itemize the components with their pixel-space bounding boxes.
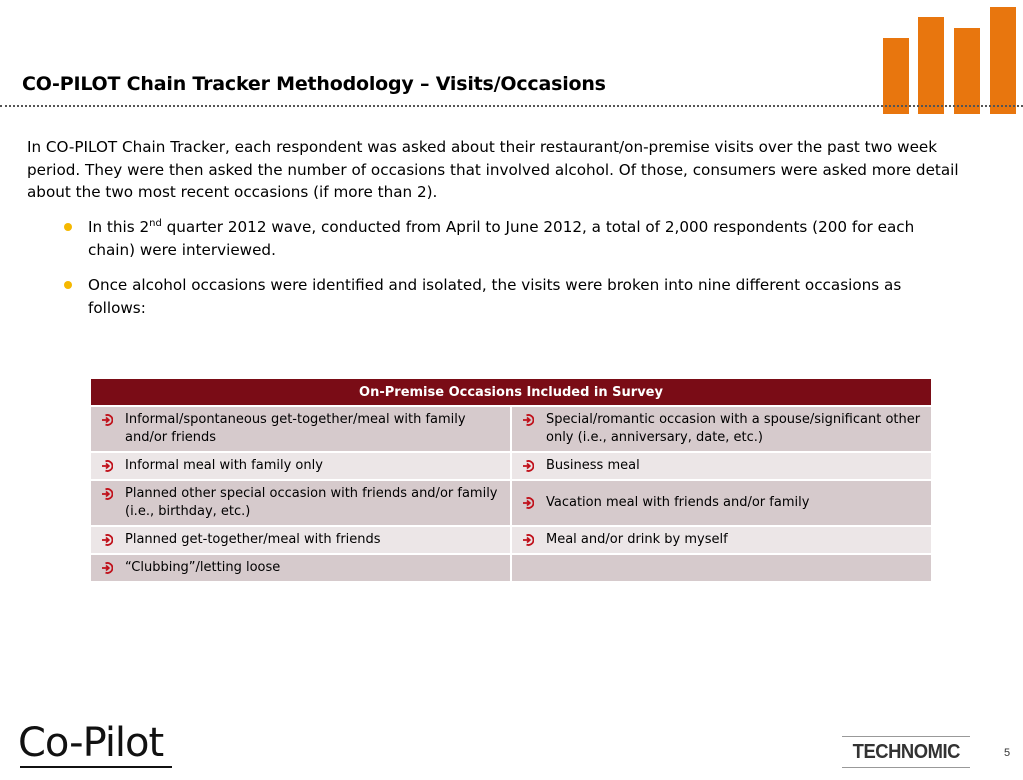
copilot-logo — [18, 716, 178, 772]
occasion-label: Informal/spontaneous get-together/meal with family and/or friends — [125, 412, 466, 445]
occasion-label: Planned other special occasion with friends and/or family (i.e., birthday, etc.) — [125, 486, 498, 519]
copilot-logo-text: Co-Pilot — [18, 720, 164, 766]
table-header: On-Premise Occasions Included in Survey — [91, 379, 931, 406]
table-cell — [511, 526, 931, 554]
table-cell — [91, 480, 511, 526]
occasion-label: Vacation meal with friends and/or family — [546, 495, 810, 510]
bullet-list — [60, 216, 940, 332]
logo-underline — [20, 766, 172, 768]
circled-right-arrow-icon — [101, 414, 113, 426]
circled-right-arrow-icon — [522, 414, 534, 426]
logo-bar — [954, 28, 980, 114]
occasion-label: Meal and/or drink by myself — [546, 532, 728, 547]
technomic-logo — [842, 736, 970, 768]
circled-right-arrow-icon — [522, 460, 534, 472]
table-row — [91, 452, 931, 480]
circled-right-arrow-icon — [101, 460, 113, 472]
table-cell — [91, 526, 511, 554]
table-row — [91, 406, 931, 452]
bullet-text: Once alcohol occasions were identified and isolated, the visits were broken into nine different occasions as follows: — [88, 276, 902, 317]
intro-paragraph: In CO-PILOT Chain Tracker, each respondent was asked about their restaurant/on-premise visits over the past two week period. They were then asked the number of occasions that involved alcohol. Of those, consumers were asked more detail about the two most recent occasions (if more than 2). — [27, 138, 959, 201]
circled-right-arrow-icon — [101, 562, 113, 574]
page-number: 5 — [1004, 747, 1011, 759]
table-cell — [91, 452, 511, 480]
title-divider — [0, 105, 1023, 107]
occasion-label: Planned get-together/meal with friends — [125, 532, 381, 547]
table-cell — [511, 406, 931, 452]
occasion-label: Special/romantic occasion with a spouse/significant other only (i.e., anniversary, date, etc.) — [546, 412, 921, 445]
bar-chart-logo-icon — [880, 0, 1020, 116]
bullet-text-post: quarter 2012 wave, conducted from April to June 2012, a total of 2,000 respondents (200 for each chain) were interviewed. — [88, 218, 915, 259]
table-cell — [511, 452, 931, 480]
logo-bar — [883, 38, 909, 114]
circled-right-arrow-icon — [101, 488, 113, 500]
bullet-item-occasions — [60, 274, 940, 319]
circled-right-arrow-icon — [522, 497, 534, 509]
dot-icon — [64, 223, 72, 231]
logo-bar — [990, 7, 1016, 114]
occasion-label: “Clubbing”/letting loose — [125, 560, 281, 575]
bullet-text-pre: In this 2 — [88, 218, 150, 236]
table-row — [91, 554, 931, 582]
occasions-table — [91, 379, 931, 583]
table-cell — [91, 554, 511, 582]
technomic-logo-text: TECHNOMIC — [852, 740, 960, 763]
occasion-label: Informal meal with family only — [125, 458, 323, 473]
occasion-label: Business meal — [546, 458, 640, 473]
table-cell — [511, 480, 931, 526]
ordinal-suffix: nd — [149, 217, 162, 229]
table-row — [91, 526, 931, 554]
table-cell-empty — [511, 554, 931, 582]
slide-title: CO-PILOT Chain Tracker Methodology – Visits/Occasions — [22, 73, 606, 95]
table-row — [91, 480, 931, 526]
dot-icon — [64, 281, 72, 289]
bullet-item-wave — [60, 216, 940, 261]
table-cell — [91, 406, 511, 452]
circled-right-arrow-icon — [101, 534, 113, 546]
circled-right-arrow-icon — [522, 534, 534, 546]
logo-bar — [918, 17, 944, 114]
